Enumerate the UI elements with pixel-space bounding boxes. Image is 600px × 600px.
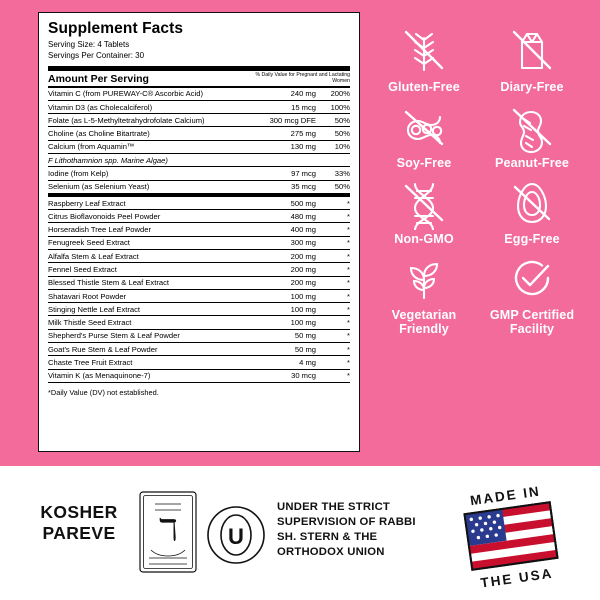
badge-label: Vegetarian Friendly [391,308,457,337]
supplement-facts-panel [38,12,360,452]
ingredient-daily-value: * [316,236,350,249]
ingredient-amount: 97 mcg [254,167,316,180]
badge-label: Egg-Free [504,232,560,247]
egg-crossed-out-icon [480,174,584,230]
ingredient-amount: 200 mg [254,276,316,289]
ingredient-daily-value: * [316,289,350,302]
ingredient-row [48,289,350,302]
ingredient-name: Calcium (from Aquamin™ [48,140,254,153]
ingredient-amount: 300 mcg DFE [254,114,316,127]
ingredient-amount: 30 mcg [254,369,316,382]
ingredient-amount: 100 mg [254,316,316,329]
ingredient-name: Milk Thistle Seed Extract [48,316,254,329]
ingredient-row [48,88,350,101]
ingredient-daily-value: 50% [316,114,350,127]
ingredient-row [48,236,350,249]
ingredient-row [48,263,350,276]
ingredient-name: Selenium (as Selenium Yeast) [48,180,254,195]
svg-text:MADE IN: MADE IN [469,484,542,509]
ingredient-row [48,342,350,355]
ingredient-daily-value: 10% [316,140,350,153]
ingredient-row [48,329,350,342]
ingredient-name: Shatavari Root Powder [48,289,254,302]
ingredient-amount: 200 mg [254,263,316,276]
ou-kosher-seal [205,504,267,571]
ingredient-amount: 200 mg [254,250,316,263]
hebrew-kosher-seal [137,488,199,581]
daily-value-header: % Daily Value for Pregnant and Lactating Women [255,71,350,84]
ingredient-amount: 50 mg [254,342,316,355]
leaf-sprout-icon [372,250,476,306]
peanut-crossed-out-icon [480,98,584,154]
ingredient-daily-value: 50% [316,180,350,195]
amount-per-serving-label: Amount Per Serving [48,72,149,85]
badge-label: GMP Certified Facility [489,308,575,337]
ingredient-amount: 480 mg [254,210,316,223]
ingredient-row [48,100,350,113]
supervision-text: UNDER THE STRICT SUPERVISION OF RABBI SH. STERN & THE ORTHODOX UNION [277,501,416,559]
ingredient-name: Folate (as L-5-Methyltetrahydrofolate Calcium) [48,114,254,127]
ingredient-row [48,223,350,236]
ingredient-daily-value: * [316,223,350,236]
ingredient-daily-value: * [316,276,350,289]
ingredient-daily-value: 200% [316,88,350,101]
ingredient-amount: 275 mg [254,127,316,140]
ingredient-name: Blessed Thistle Stem & Leaf Extract [48,276,254,289]
ingredient-amount: 35 mcg [254,180,316,195]
footer-band [0,466,600,600]
ingredient-name: Choline (as Choline Bitartrate) [48,127,254,140]
ingredient-amount [254,154,316,167]
ingredient-amount: 300 mg [254,236,316,249]
ingredient-row [48,154,350,167]
ingredient-amount: 100 mg [254,289,316,302]
kosher-pareve-text: KOSHER PAREVE [40,502,118,543]
dna-crossed-out-icon [372,174,476,230]
ingredient-row [48,210,350,223]
badge-label: Gluten-Free [388,80,460,94]
badge-vegetarian-friendly [372,250,476,336]
milk-carton-crossed-out-icon [480,22,584,78]
ingredient-amount: 130 mg [254,140,316,153]
wheat-crossed-out-icon [372,22,476,78]
supplement-facts-title: Supplement Facts [48,20,184,37]
ingredient-daily-value: 33% [316,167,350,180]
ingredient-amount: 100 mg [254,303,316,316]
ingredient-daily-value: 50% [316,127,350,140]
badge-soy-free [372,98,476,170]
ingredient-daily-value: * [316,263,350,276]
svg-text:U: U [228,524,244,549]
ingredient-name: Vitamin C (from PUREWAY-C® Ascorbic Acid) [48,88,254,101]
ingredient-row [48,140,350,153]
ingredient-row [48,127,350,140]
ingredient-row [48,356,350,369]
ingredient-row [48,250,350,263]
ingredient-name: Horseradish Tree Leaf Powder [48,223,254,236]
ingredient-name: Iodine (from Kelp) [48,167,254,180]
made-in-usa-seal [452,484,570,593]
ingredient-daily-value: 100% [316,100,350,113]
badge-label: Diary-Free [500,80,564,94]
ingredient-row [48,316,350,329]
ingredient-name: Vitamin K (as Menaquinone-7) [48,369,254,382]
check-circle-icon [480,250,584,306]
ingredient-amount: 240 mg [254,88,316,101]
ingredient-name: Shepherd's Purse Stem & Leaf Powder [48,329,254,342]
ingredient-daily-value: * [316,250,350,263]
ingredient-amount: 4 mg [254,356,316,369]
badge-gmp-certified [480,250,584,336]
ingredient-name: Fennel Seed Extract [48,263,254,276]
badge-egg-free [480,174,584,246]
servings-per-container: Servings Per Container: 30 [48,50,145,60]
ingredient-daily-value: * [316,369,350,382]
badge-non-gmo [372,174,476,246]
ingredient-daily-value: * [316,329,350,342]
ingredient-name: Goat's Rue Stem & Leaf Powder [48,342,254,355]
badge-peanut-free [480,98,584,170]
ingredients-table [48,88,350,383]
daily-value-footnote: *Daily Value (DV) not established. [48,387,159,397]
soybean-crossed-out-icon [372,98,476,154]
ingredient-daily-value: * [316,356,350,369]
ingredient-row [48,114,350,127]
ingredient-name: Chaste Tree Fruit Extract [48,356,254,369]
ingredient-daily-value: * [316,303,350,316]
ingredient-name: Fenugreek Seed Extract [48,236,254,249]
ingredient-daily-value [316,154,350,167]
ingredient-daily-value: * [316,342,350,355]
ingredient-daily-value: * [316,195,350,210]
serving-size: Serving Size: 4 Tablets [48,40,130,50]
ingredient-daily-value: * [316,316,350,329]
ingredient-amount: 15 mcg [254,100,316,113]
certification-badge-grid [372,22,584,336]
ingredient-row [48,180,350,195]
ingredient-name: Citrus Bioflavonoids Peel Powder [48,210,254,223]
svg-text:ℸ: ℸ [158,514,178,547]
badge-label: Peanut-Free [495,156,569,171]
ingredient-row [48,167,350,180]
ingredient-name: Vitamin D3 (as Cholecalciferol) [48,100,254,113]
ingredient-amount: 400 mg [254,223,316,236]
badge-label: Soy-Free [396,156,452,171]
ingredient-row [48,369,350,382]
amount-per-serving-row [48,71,350,86]
badge-gluten-free [372,22,476,94]
ingredient-amount: 500 mg [254,195,316,210]
ingredient-amount: 50 mg [254,329,316,342]
badge-label: Non-GMO [394,232,454,247]
svg-text:THE USA: THE USA [479,565,555,588]
ingredient-name: Raspberry Leaf Extract [48,195,254,210]
ingredient-row [48,195,350,210]
badge-dairy-free [480,22,584,94]
ingredient-name: Stinging Nettle Leaf Extract [48,303,254,316]
ingredient-row [48,276,350,289]
ingredient-daily-value: * [316,210,350,223]
ingredient-name: Alfalfa Stem & Leaf Extract [48,250,254,263]
ingredient-name: F Lithothamnion spp. Marine Algae) [48,154,254,167]
ingredient-row [48,303,350,316]
